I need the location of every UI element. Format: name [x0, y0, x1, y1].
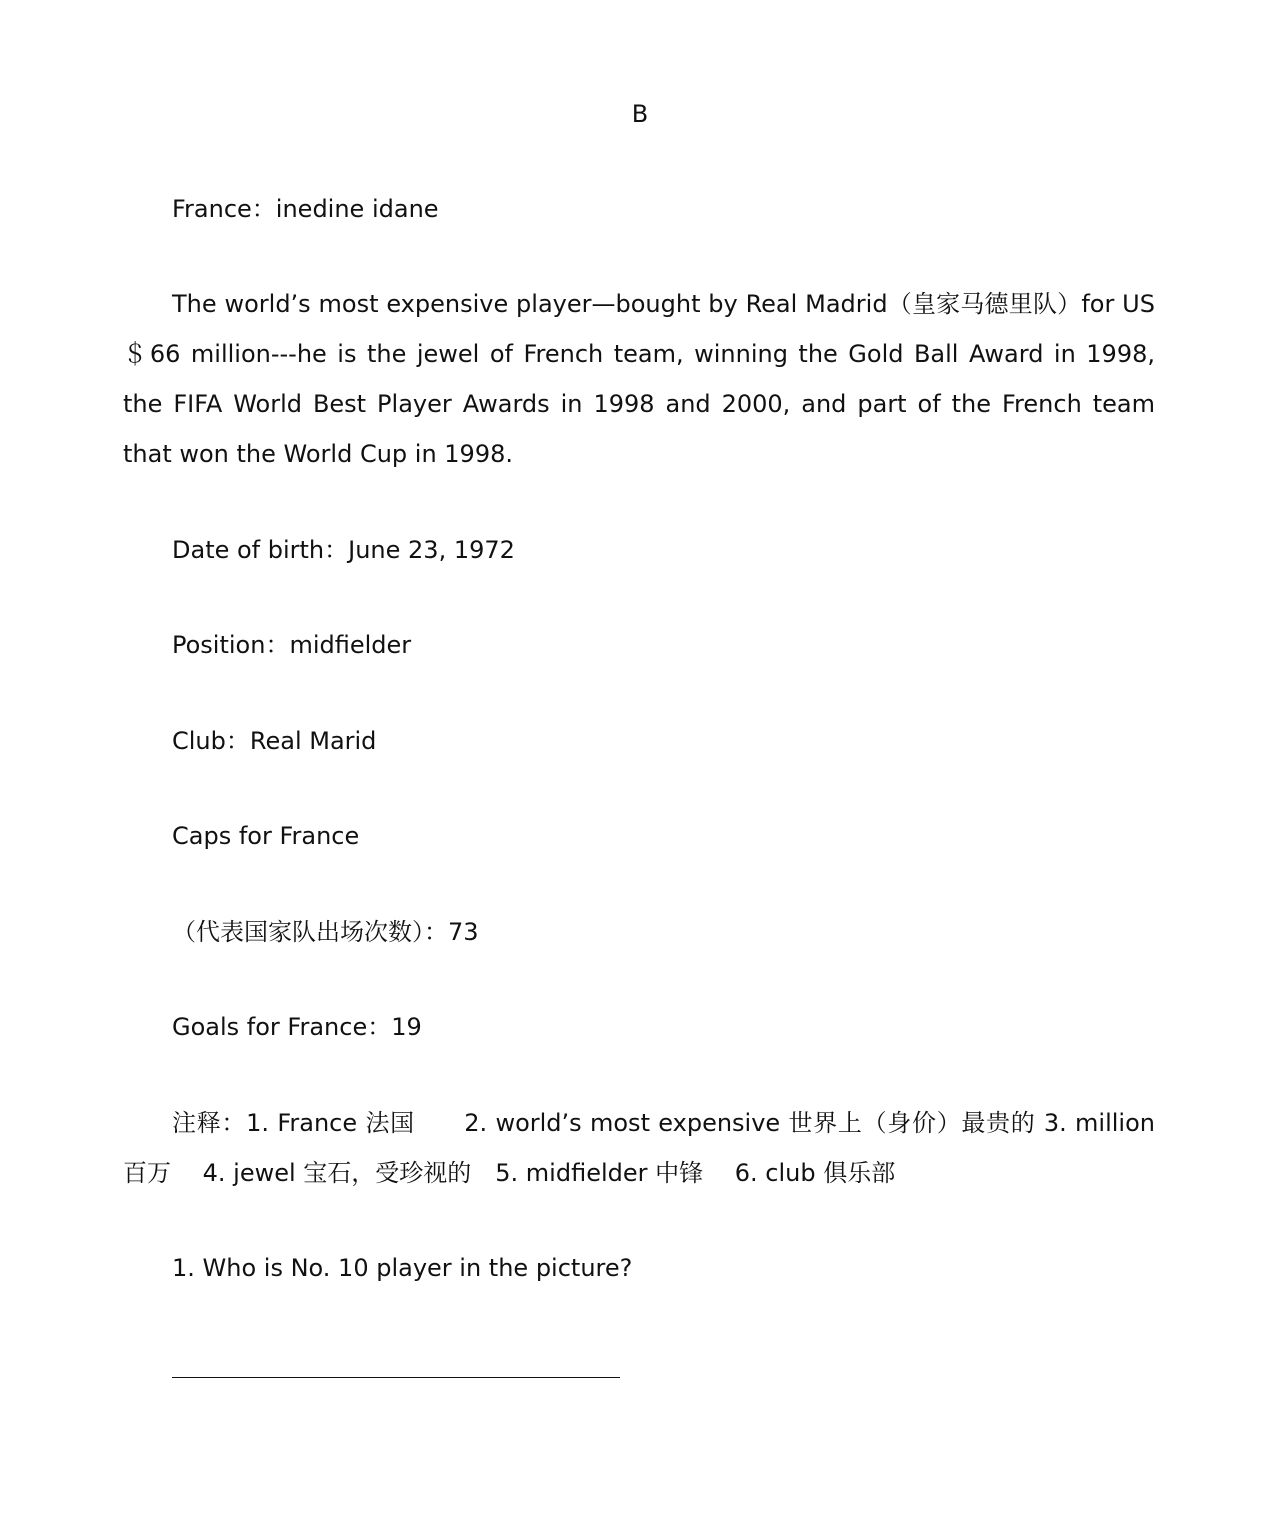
vocabulary-notes: 注释：1. France 法国 2. world’s most expensive 世界上（身价）最贵的 3. million 百万 4. jewel 宝石，受珍视的 5. midfielder 中锋 6. club 俱乐部 [123, 1109, 1155, 1187]
position: Position：midfielder [172, 631, 412, 659]
answer-blank[interactable] [172, 1377, 620, 1378]
section-heading: B [631, 100, 649, 128]
player-name-line: France：inedine idane [172, 195, 439, 223]
intro-paragraph: The world’s most expensive player—bought by Real Madrid（皇家马德里队）for US ＄66 million---he is the jewel of French team, winning the Gold Ball Award in 1998, the FIFA World Best Player Awards in 1998 and 2000, and part of the French team that won the World Cup in 1998. [123, 290, 1155, 468]
question-1: 1. Who is No. 10 player in the picture? [172, 1254, 633, 1282]
club: Club：Real Marid [172, 727, 377, 755]
caps-label: Caps for France [172, 822, 360, 850]
goals: Goals for France：19 [172, 1013, 422, 1041]
caps-value: （代表国家队出场次数）：73 [172, 918, 479, 946]
date-of-birth: Date of birth：June 23, 1972 [172, 536, 515, 564]
